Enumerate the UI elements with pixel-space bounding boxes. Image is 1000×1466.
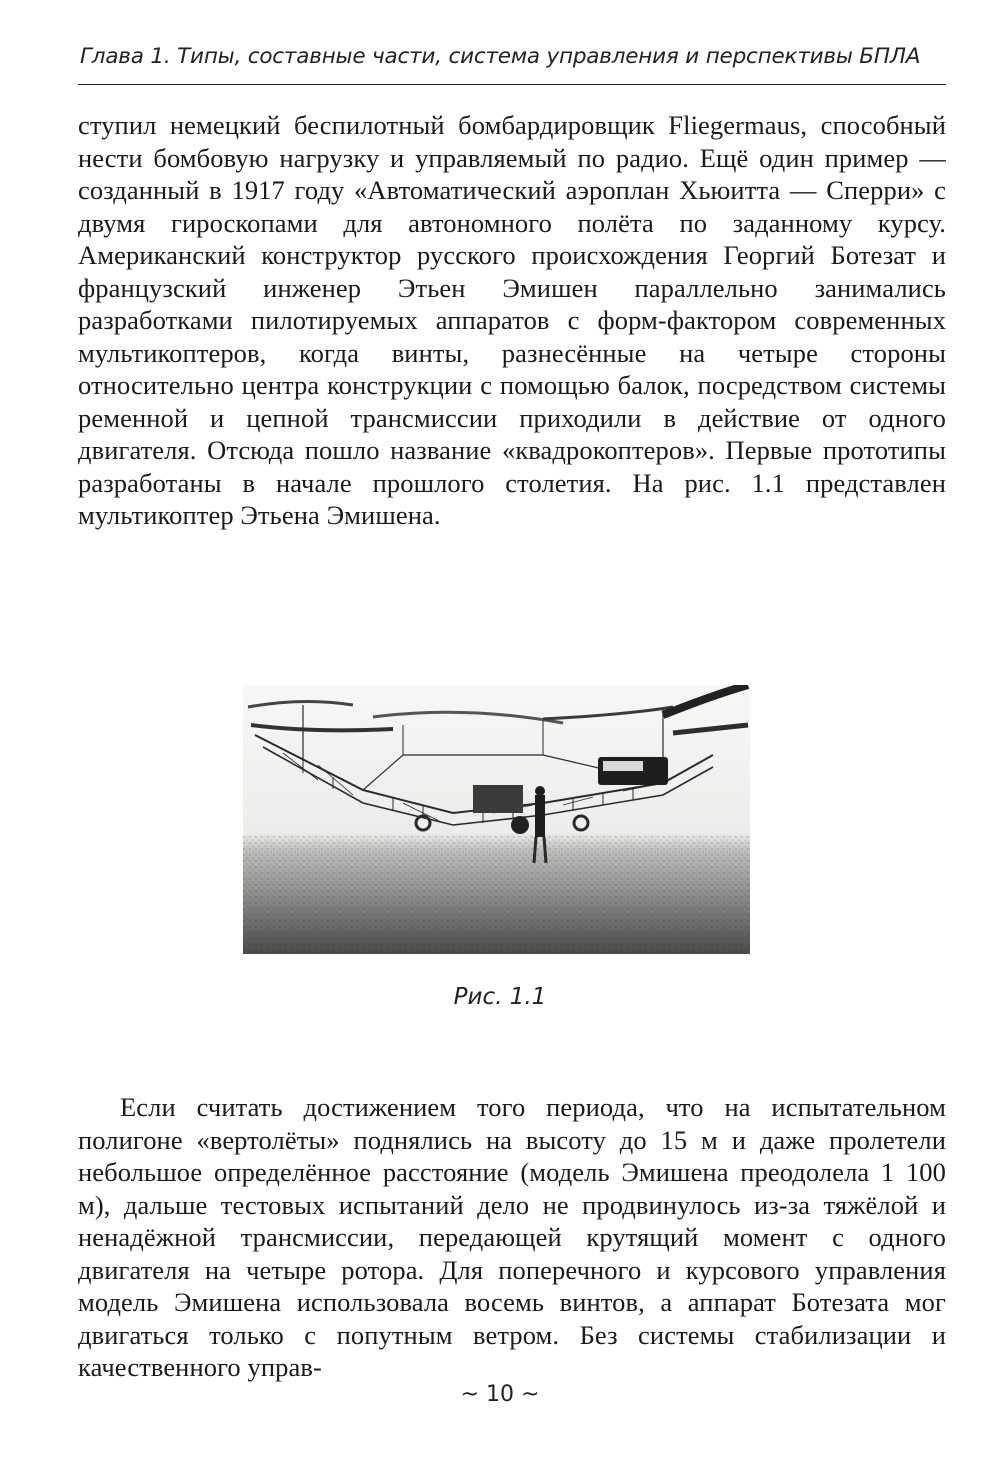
- running-head-title: Глава 1. Типы, составные части, система управления и перспективы БПЛА: [80, 44, 921, 69]
- figure-multicopter-photo: [243, 685, 750, 954]
- body-paragraph-1: ступил немецкий беспилотный бомбардировщик Fliegermaus, способный нести бомбовую нагрузку и управляемый по радио. Ещё один пример — созданный в 1917 году «Автоматический аэроплан Хьюитта — Сперри» с двумя гироскопами для автономного полёта по заданному курсу. Американский конструктор русского происхождения Георгий Ботезат и французский инженер Этьен Эмишен параллельно занимались разработками пилотируемых аппаратов с форм-фактором современных мультикоптеров, когда винты, разнесённые на четыре стороны относительно центра конструкции с помощью балок, посредством системы ременной и цепной трансмиссии приходили в действие от одного двигателя. Отсюда пошло название «квадрокоптеров». Первые прототипы разработаны в начале прошлого столетия. На рис. 1.1 представлен мультикоптер Этьена Эмишена.: [78, 110, 946, 530]
- body-paragraph-2: Если считать достижением того периода, что на испытательном полигоне «вертолёты» поднялись на высоту до 15 м и даже пролетели небольшое определённое расстояние (модель Эмишена преодолела 1 100 м), дальше тестовых испытаний дело не продвинулось из-за тяжёлой и ненадёжной трансмиссии, передающей крутящий момент с одного двигателя на четыре ротора. Для поперечного и курсового управления модель Эмишена использовала восемь винтов, а аппарат Ботезата мог двигаться только с попутным ветром. Без системы стабилизации и качественного управ-: [78, 1092, 946, 1382]
- figure-caption: Рис. 1.1: [453, 984, 547, 1010]
- header-rule: [78, 84, 946, 85]
- page-number: ~ 10 ~: [460, 1382, 540, 1407]
